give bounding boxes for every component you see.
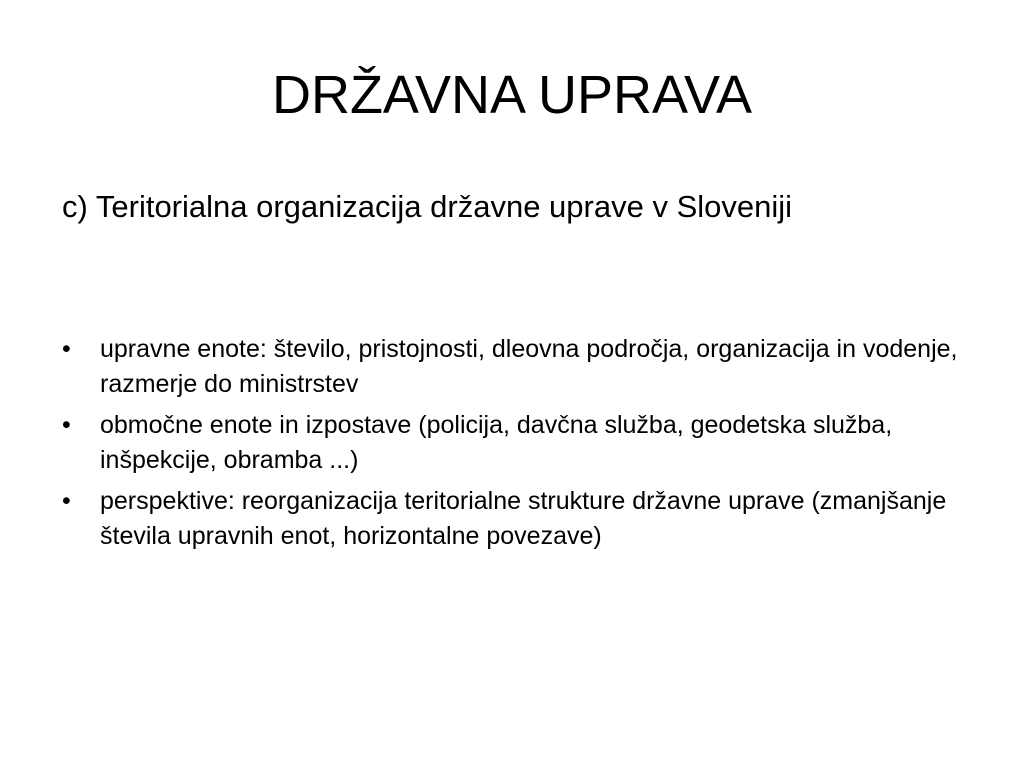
bullet-dot-icon: • [62, 487, 71, 515]
bullet-item [62, 332, 972, 402]
bullet-text: perspektive: reorganizacija teritorialne strukture državne uprave (zmanjšanje števila upravnih enot, horizontalne povezave) [100, 487, 947, 550]
bullet-list [62, 332, 972, 560]
bullet-item [62, 408, 972, 478]
bullet-dot-icon: • [62, 411, 71, 439]
section-subheading: c) Teritorialna organizacija državne uprave v Sloveniji [62, 189, 793, 224]
bullet-text: upravne enote: število, pristojnosti, dleovna področja, organizacija in vodenje, razmerje do ministrstev [100, 335, 958, 398]
slide-title: DRŽAVNA UPRAVA [271, 65, 753, 125]
bullet-item [62, 484, 972, 554]
bullet-text: območne enote in izpostave (policija, davčna služba, geodetska služba, inšpekcije, obramba ...) [100, 411, 893, 474]
bullet-dot-icon: • [62, 335, 71, 363]
